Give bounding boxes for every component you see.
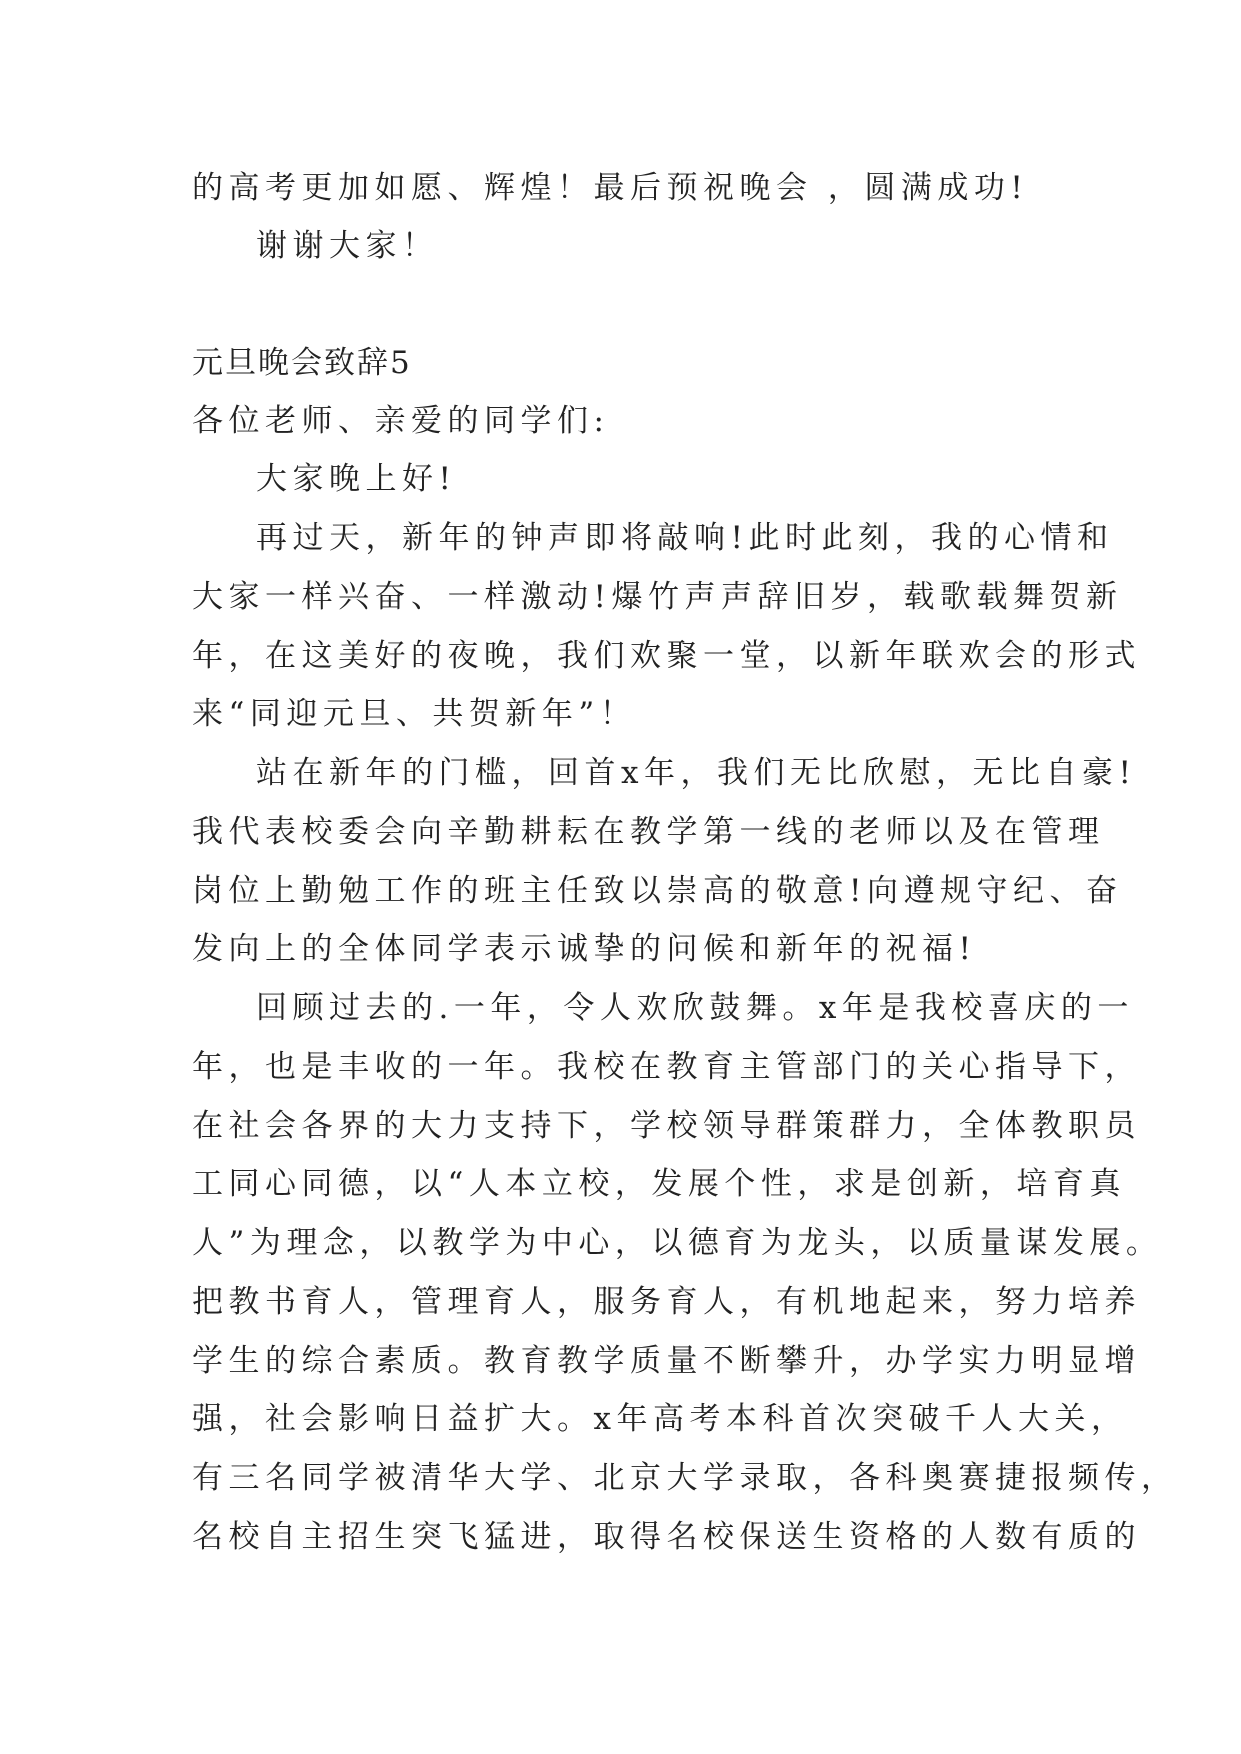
text-line: 谢谢大家！ <box>256 228 439 264</box>
text-line: 工同心同德，以“人本立校，发展个性，求是创新，培育真 <box>192 1166 1126 1202</box>
greeting: 大家晚上好! <box>256 461 457 497</box>
text-line: 大家一样兴奋、一样激动!爆竹声声辞旧岁，载歌载舞贺新 <box>192 579 1123 615</box>
text-line: 名校自主招生突飞猛进，取得名校保送生资格的人数有质的 <box>192 1519 1141 1555</box>
salutation: 各位老师、亲爱的同学们: <box>192 403 610 439</box>
text-line: 在社会各界的大力支持下，学校领导群策群力，全体教职员 <box>192 1108 1141 1144</box>
text-line: 年，也是丰收的一年。我校在教育主管部门的关心指导下， <box>192 1049 1141 1085</box>
text-line: 再过天，新年的钟声即将敲响!此时此刻，我的心情和 <box>256 520 1114 556</box>
text-line: 站在新年的门槛，回首x年，我们无比欣慰，无比自豪! <box>256 755 1137 791</box>
text-line: 强，社会影响日益扩大。x年高考本科首次突破千人大关， <box>192 1401 1128 1437</box>
text-line: 我代表校委会向辛勤耕耘在教学第一线的老师以及在管理 <box>192 814 1105 850</box>
text-line: 来“同迎元旦、共贺新年”！ <box>192 696 637 732</box>
section-heading: 元旦晚会致辞5 <box>192 345 412 381</box>
text-line: 岗位上勤勉工作的班主任致以崇高的敬意!向遵规守纪、奋 <box>192 873 1123 909</box>
text-line: 人”为理念，以教学为中心，以德育为龙头，以质量谋发展。 <box>192 1225 1163 1261</box>
text-line: 年，在这美好的夜晚，我们欢聚一堂，以新年联欢会的形式 <box>192 638 1141 674</box>
text-line: 有三名同学被清华大学、北京大学录取，各科奥赛捷报频传， <box>192 1460 1178 1496</box>
text-line: 把教书育人，管理育人，服务育人，有机地起来，努力培养 <box>192 1284 1141 1320</box>
text-line: 的高考更加如愿、辉煌！最后预祝晚会 ，圆满成功! <box>192 170 1029 206</box>
text-line: 回顾过去的.一年，令人欢欣鼓舞。x年是我校喜庆的一 <box>256 990 1134 1026</box>
text-line: 发向上的全体同学表示诚挚的问候和新年的祝福! <box>192 931 977 967</box>
text-line: 学生的综合素质。教育教学质量不断攀升，办学实力明显增 <box>192 1343 1141 1379</box>
